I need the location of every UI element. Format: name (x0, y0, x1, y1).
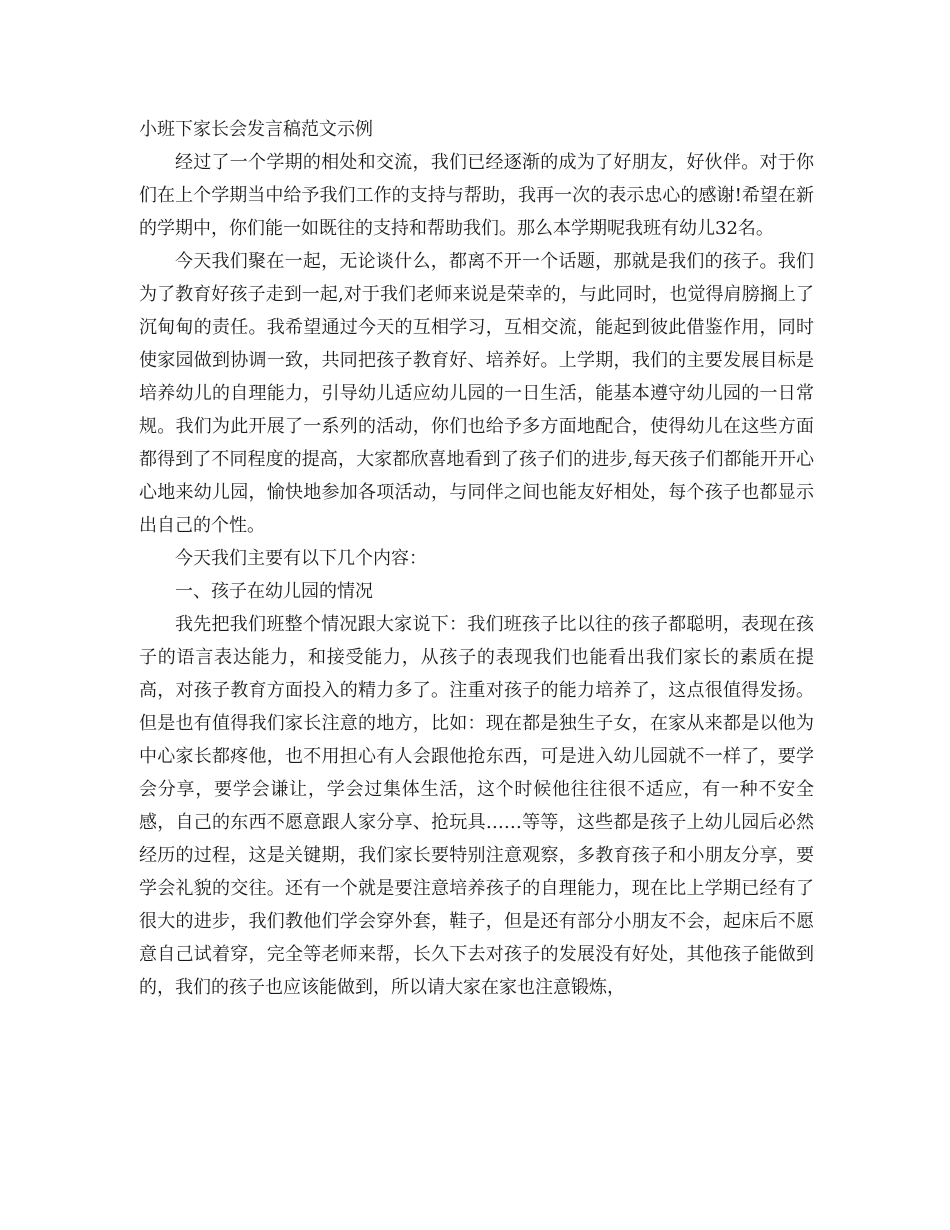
document-title: 小班下家长会发言稿范文示例 (139, 119, 373, 140)
section-heading-children-status: 一、孩子在幼儿园的情况 (175, 581, 373, 602)
document-body (139, 113, 814, 1004)
paragraph-agenda-intro: 今天我们主要有以下几个内容： (175, 548, 427, 569)
paragraph-children-topic: 今天我们聚在一起，无论谈什么，都离不开一个话题，那就是我们的孩子。我们为了教育好孩子走到一起,对于我们老师来说是荣幸的，与此同时，也觉得肩膀搁上了沉甸甸的责任。我希望通过今天的互相学习，互相交流，能起到彼此借鉴作用，同时使家园做到协调一致，共同把孩子教育好、培养好。上学期，我们的主要发展目标是培养幼儿的自理能力，引导幼儿适应幼儿园的一日生活，能基本遵守幼儿园的一日常规。我们为此开展了一系列的活动，你们也给予多方面地配合，使得幼儿在这些方面都得到了不同程度的提高，大家都欣喜地看到了孩子们的进步,每天孩子们都能开开心心地来幼儿园，愉快地参加各项活动，与同伴之间也能友好相处，每个孩子也都显示出自己的个性。 (139, 251, 814, 536)
paragraph-class-situation: 我先把我们班整个情况跟大家说下：我们班孩子比以往的孩子都聪明，表现在孩子的语言表达能力，和接受能力，从孩子的表现我们也能看出我们家长的素质在提高，对孩子教育方面投入的精力多了。注重对孩子的能力培养了，这点很值得发扬。但是也有值得我们家长注意的地方，比如：现在都是独生子女，在家从来都是以他为中心家长都疼他，也不用担心有人会跟他抢东西，可是进入幼儿园就不一样了，要学会分享，要学会谦让，学会过集体生活，这个时候他往往很不适应，有一种不安全感，自己的东西不愿意跟人家分享、抢玩具……等等，这些都是孩子上幼儿园后必然经历的过程，这是关键期，我们家长要特别注意观察，多教育孩子和小朋友分享，要学会礼貌的交往。还有一个就是要注意培养孩子的自理能力，现在比上学期已经有了很大的进步，我们教他们学会穿外套，鞋子，但是还有部分小朋友不会，起床后不愿意自己试着穿，完全等老师来帮，长久下去对孩子的发展没有好处，其他孩子能做到的，我们的孩子也应该能做到，所以请大家在家也注意锻炼， (139, 614, 814, 998)
paragraph-opening: 经过了一个学期的相处和交流，我们已经逐渐的成为了好朋友，好伙伴。对于你们在上个学期当中给予我们工作的支持与帮助，我再一次的表示忠心的感谢!希望在新的学期中，你们能一如既往的支持和帮助我们。那么本学期呢我班有幼儿32名。 (139, 152, 814, 239)
